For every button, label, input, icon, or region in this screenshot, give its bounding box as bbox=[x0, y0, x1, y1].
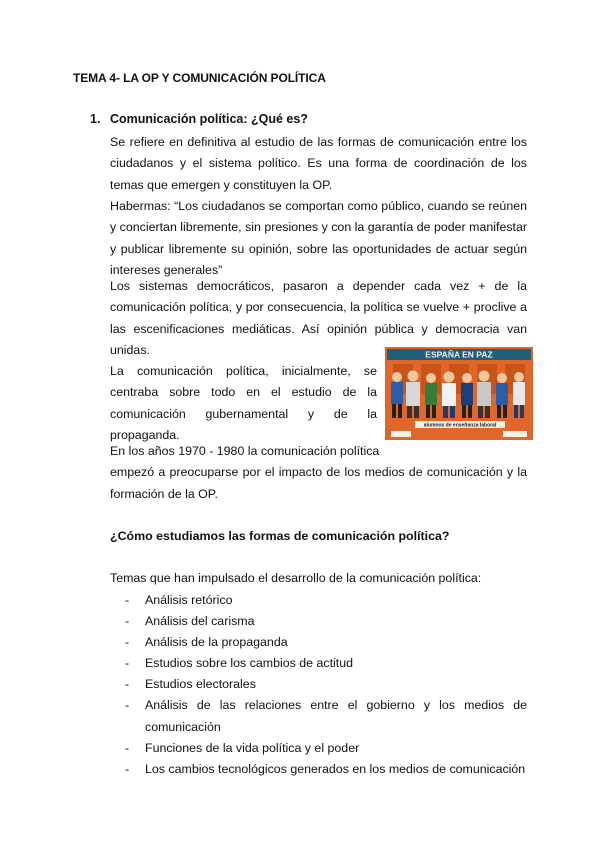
paragraph-definition: Se refiere en definitiva al estudio de las formas de comunicación entre los ciudadanos y el sistema político. Es una forma de coordinación de los temas que emergen y constituyen la OP. bbox=[110, 135, 527, 192]
list-item: - Análisis del carisma bbox=[125, 614, 255, 629]
section-heading-text: Comunicación política: ¿Qué es? bbox=[110, 112, 308, 126]
section-heading bbox=[90, 112, 308, 126]
espana-en-paz-poster bbox=[385, 347, 533, 440]
section-number: 1. bbox=[90, 112, 101, 126]
list-item: - Los cambios tecnológicos generados en los medios de comunicación bbox=[125, 761, 526, 776]
list-item: - Análisis de las relaciones entre el gobierno y los medios de comunicación bbox=[125, 698, 527, 734]
paragraph-habermas-quote: Habermas: “Los ciudadanos se comportan como público, cuando se reúnen y conciertan libremente, sin presiones y con la garantía de poder manifestar y publicar libremente su opinión, sobre las oportunidades de actuar según intereses generales” bbox=[110, 199, 527, 278]
topics-intro: Temas que han impulsado el desarrollo de la comunicación política: bbox=[110, 571, 482, 585]
paragraph-1970s bbox=[110, 441, 527, 505]
list-item: - Estudios electorales bbox=[125, 677, 256, 692]
paragraph-1970s-line1: En los años 1970 - 1980 la comunicación política bbox=[110, 444, 380, 458]
list-item: - Análisis de la propaganda bbox=[125, 635, 288, 650]
poster-headline: ESPAÑA EN PAZ bbox=[425, 349, 493, 360]
document-title: TEMA 4- LA OP Y COMUNICACIÓN POLÍTICA bbox=[73, 71, 326, 85]
poster-caption: alumnos de enseñanza laboral bbox=[423, 422, 497, 429]
paragraph-initial-focus: La comunicación política, inicialmente, se centraba sobre todo en el estudio de la comunicación gubernamental y de la propaganda. bbox=[110, 364, 377, 443]
list-item: - Funciones de la vida política y el poder bbox=[125, 740, 360, 755]
topics-list bbox=[110, 590, 527, 780]
paragraph-democratic-systems: Los sistemas democráticos, pasaron a depender cada vez + de la comunicación política, y por consecuencia, la política se vuelve + proclive a las escenificaciones mediáticas. Así opinión pública y democracia van unidas. bbox=[110, 279, 527, 358]
list-item: - Estudios sobre los cambios de actitud bbox=[125, 656, 353, 671]
list-item: - Análisis retórico bbox=[125, 593, 233, 607]
subheading-how-we-study: ¿Cómo estudiamos las formas de comunicación política? bbox=[110, 529, 450, 543]
paragraph-1970s-rest: empezó a preocuparse por el impacto de los medios de comunicación y la formación de la OP. bbox=[110, 465, 527, 501]
